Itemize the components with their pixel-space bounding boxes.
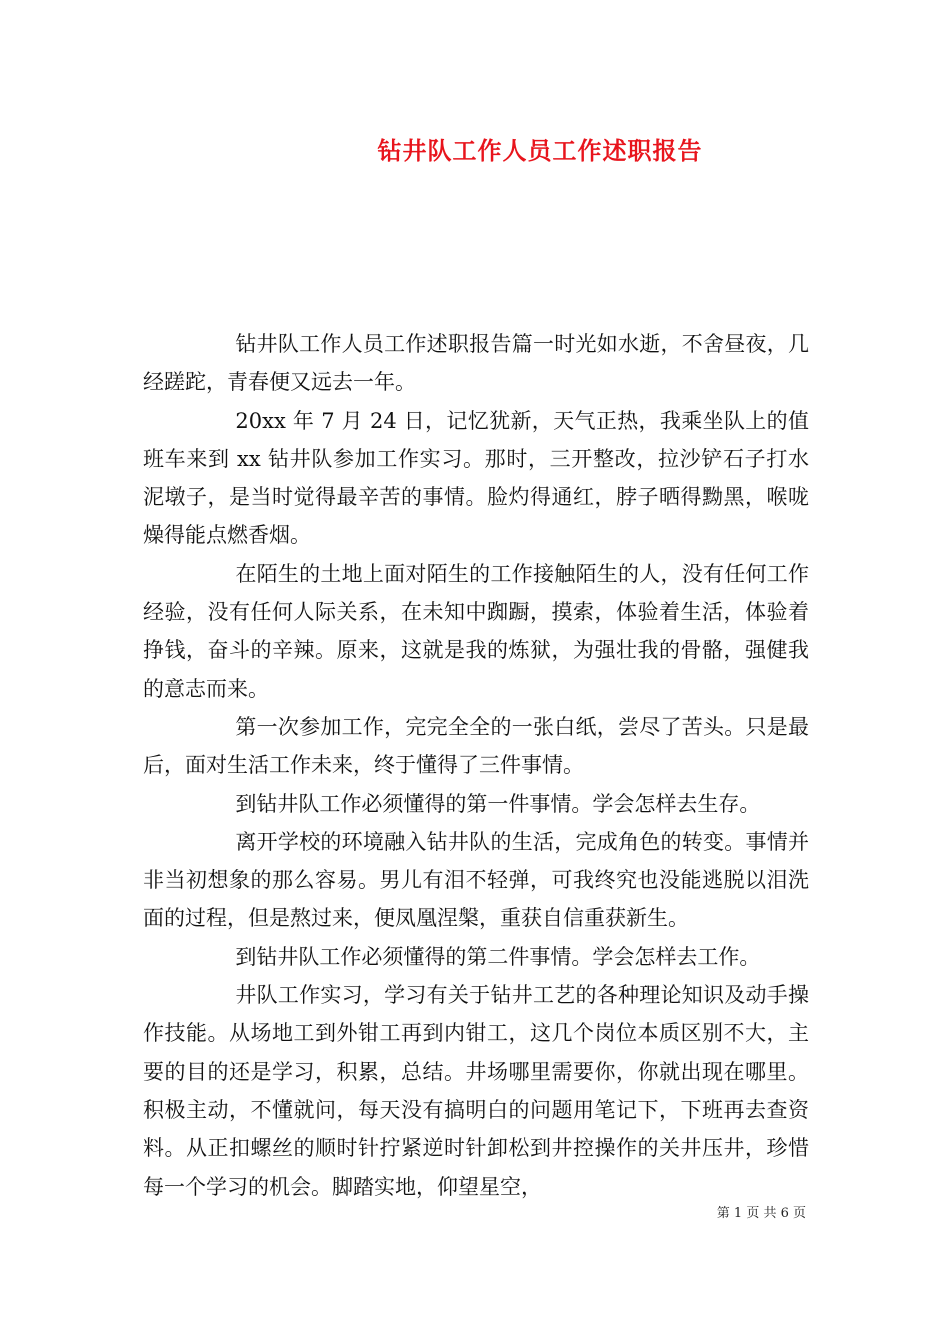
paragraph: 到钻井队工作必须懂得的第一件事情。学会怎样去生存。: [235, 791, 761, 816]
paragraph: 20xx 年 7 月 24 日，记忆犹新，天气正热，我乘坐队上的值班车来到 xx 钻井队参加工作实习。那时，三开整改，拉沙铲石子打水泥墩子，是当时觉得最辛苦的事情。脸灼得通红，脖子晒得黝黑，喉咙燥得能点燃香烟。: [143, 408, 809, 548]
paragraph: 到钻井队工作必须懂得的第二件事情。学会怎样去工作。: [235, 944, 761, 969]
page-number-footer: 第 1 页 共 6 页: [716, 1206, 806, 1221]
paragraph: 第一次参加工作，完完全全的一张白纸，尝尽了苦头。只是最后，面对生活工作未来，终于懂得了三件事情。: [143, 714, 809, 778]
paragraph: 在陌生的土地上面对陌生的工作接触陌生的人，没有任何工作经验，没有任何人际关系，在未知中踟蹰，摸索，体验着生活，体验着挣钱，奋斗的辛辣。原来，这就是我的炼狱，为强壮我的骨骼，强健我的意志而来。: [143, 561, 809, 701]
paragraph: 井队工作实习，学习有关于钻井工艺的各种理论知识及动手操作技能。从场地工到外钳工再到内钳工，这几个岗位本质区别不大，主要的目的还是学习，积累，总结。井场哪里需要你，你就出现在哪里。积极主动，不懂就问，每天没有搞明白的问题用笔记下，下班再去查资料。从正扣螺丝的顺时针拧紧逆时针卸松到井控操作的关井压井，珍惜每一个学习的机会。脚踏实地，仰望星空，: [143, 983, 809, 1199]
paragraph: 离开学校的环境融入钻井队的生活，完成角色的转变。事情并非当初想象的那么容易。男儿有泪不轻弹，可我终究也没能逃脱以泪洗面的过程，但是熬过来，便凤凰涅槃，重获自信重获新生。: [143, 829, 809, 931]
document-title: 钻井队工作人员工作述职报告: [377, 136, 703, 165]
paragraph: 钻井队工作人员工作述职报告篇一时光如水逝，不舍昼夜，几经蹉跎，青春便又远去一年。: [143, 332, 809, 395]
document-body: [143, 325, 809, 1206]
